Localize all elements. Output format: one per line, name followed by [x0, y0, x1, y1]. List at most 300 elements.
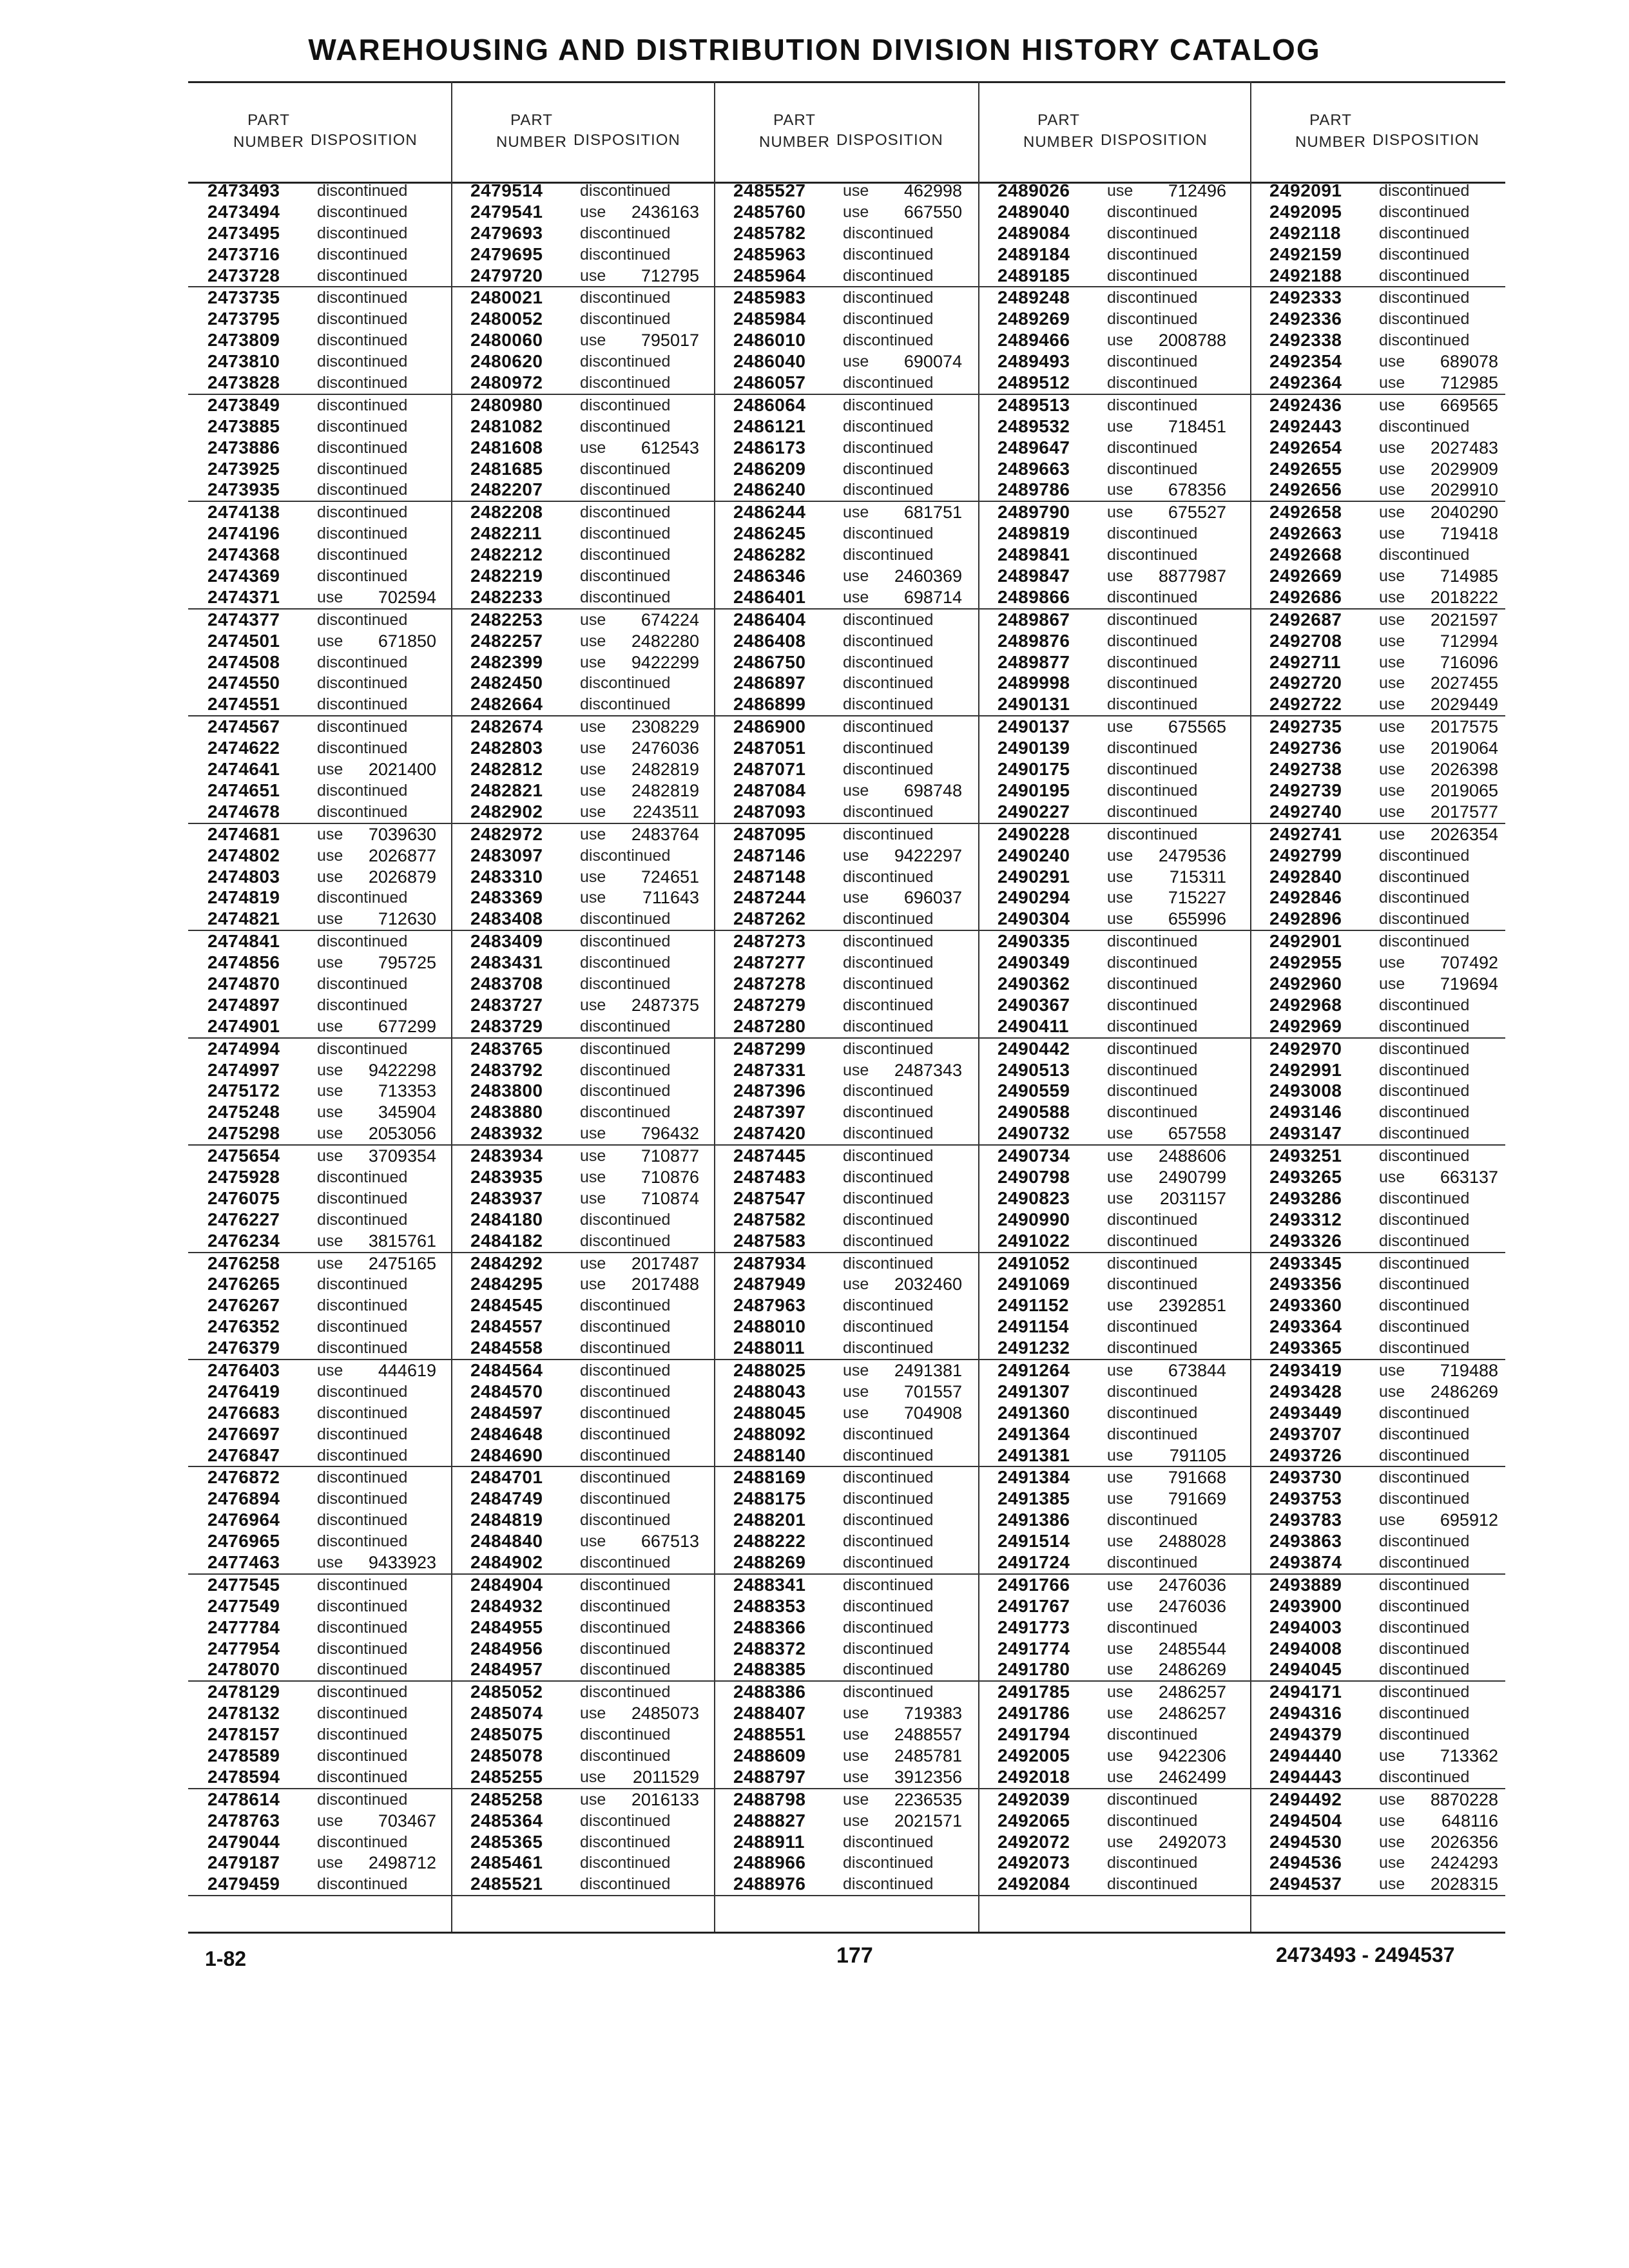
disposition: discontinued [580, 1490, 671, 1508]
table-row [1250, 330, 1505, 351]
disposition: discontinued [843, 954, 934, 972]
table-row [978, 995, 1250, 1016]
disposition: discontinued [580, 954, 671, 972]
part-number: 2474371 [207, 586, 280, 607]
table-row [1250, 908, 1505, 931]
disposition: use 2485073 [580, 1704, 699, 1724]
table-row [451, 908, 714, 931]
part-number: 2487483 [733, 1166, 806, 1187]
disposition: discontinued [843, 1124, 934, 1143]
table-row [1250, 1039, 1505, 1060]
disposition: discontinued [1107, 1254, 1198, 1273]
table-row [714, 1703, 978, 1724]
disposition: discontinued [580, 910, 671, 928]
table-row [188, 587, 451, 610]
part-number: 2476683 [207, 1402, 280, 1423]
table-row [714, 1360, 978, 1381]
table-row [188, 1682, 451, 1703]
part-number: 2491385 [998, 1488, 1070, 1509]
table-row [714, 824, 978, 845]
disposition: discontinued [1107, 1553, 1198, 1571]
part-number: 2479459 [207, 1874, 280, 1894]
part-number: 2488353 [733, 1595, 806, 1616]
part-number: 2485258 [470, 1789, 543, 1809]
part-number: 2485075 [470, 1724, 543, 1745]
part-number: 2486245 [733, 523, 806, 544]
part-number-header: PART NUMBER [1295, 111, 1367, 151]
part-number: 2488366 [733, 1617, 806, 1637]
table-row [714, 1167, 978, 1188]
part-number: 2487071 [733, 759, 806, 780]
table-row [1250, 1617, 1505, 1639]
part-number: 2488025 [733, 1360, 806, 1380]
table-row [714, 1874, 978, 1896]
table-row [714, 1209, 978, 1231]
table-row [451, 566, 714, 587]
part-number: 2490588 [998, 1102, 1070, 1122]
disposition: use 716096 [1379, 652, 1498, 672]
disposition: discontinued [317, 1725, 408, 1744]
table-row [188, 1811, 451, 1832]
table-row [714, 802, 978, 824]
disposition: use 2498712 [317, 1853, 436, 1873]
part-number: 2484557 [470, 1316, 543, 1337]
disposition: use 673844 [1107, 1360, 1226, 1380]
disposition: discontinued [1379, 1210, 1470, 1229]
table-row [714, 1274, 978, 1295]
disposition: discontinued [317, 1296, 408, 1315]
disposition: discontinued [1107, 760, 1198, 779]
part-number: 2482253 [470, 609, 543, 629]
part-number: 2491360 [998, 1402, 1070, 1423]
table-row [978, 1253, 1250, 1274]
part-number: 2492005 [998, 1745, 1070, 1766]
table-row [714, 287, 978, 309]
part-number: 2489847 [998, 566, 1070, 586]
part-number: 2484648 [470, 1423, 543, 1444]
disposition: discontinued [580, 245, 671, 264]
part-number: 2494504 [1269, 1810, 1342, 1831]
disposition: use 2476036 [580, 738, 699, 758]
part-number: 2488966 [733, 1852, 806, 1873]
disposition: discontinued [580, 1210, 671, 1229]
disposition: discontinued [317, 1446, 408, 1465]
table-row [714, 610, 978, 631]
part-number: 2483431 [470, 952, 543, 973]
table-row [451, 1724, 714, 1745]
table-row [978, 416, 1250, 437]
part-number: 2481608 [470, 437, 543, 457]
part-number: 2483765 [470, 1038, 543, 1059]
part-number: 2490137 [998, 716, 1070, 737]
part-number: 2493449 [1269, 1402, 1342, 1423]
disposition: discontinued [580, 1511, 671, 1530]
disposition: discontinued [1379, 1403, 1470, 1422]
disposition: discontinued [580, 417, 671, 436]
part-number: 2492740 [1269, 801, 1342, 822]
disposition: discontinued [843, 481, 934, 499]
table-row [978, 1360, 1250, 1381]
disposition: discontinued [1107, 781, 1198, 800]
disposition: discontinued [843, 760, 934, 779]
part-number: 2486408 [733, 630, 806, 651]
disposition: use 9422299 [580, 652, 699, 672]
disposition: discontinued [1379, 1189, 1470, 1207]
disposition: discontinued [843, 1683, 934, 1702]
table-row [188, 1381, 451, 1403]
table-row [978, 287, 1250, 309]
disposition: discontinued [843, 1553, 934, 1571]
table-row [1250, 1231, 1505, 1253]
disposition: discontinued [317, 1511, 408, 1530]
part-number: 2484597 [470, 1402, 543, 1423]
disposition: discontinued [1107, 631, 1198, 650]
part-number: 2473716 [207, 244, 280, 264]
table-row [1250, 1510, 1505, 1531]
part-number: 2487146 [733, 845, 806, 865]
part-number: 2488140 [733, 1445, 806, 1465]
part-number: 2492354 [1269, 351, 1342, 372]
table-row [978, 610, 1250, 631]
part-number: 2492970 [1269, 1038, 1342, 1059]
part-number: 2489877 [998, 651, 1070, 672]
disposition: discontinued [317, 802, 408, 821]
disposition: discontinued [1379, 1296, 1470, 1315]
disposition: use 681751 [843, 503, 962, 523]
part-number-header: PART NUMBER [1023, 111, 1095, 151]
disposition: discontinued [1107, 1318, 1198, 1336]
part-number: 2488092 [733, 1423, 806, 1444]
disposition: use 675527 [1107, 503, 1226, 523]
part-number: 2482674 [470, 716, 543, 737]
disposition: discontinued [317, 417, 408, 436]
part-number: 2492658 [1269, 502, 1342, 523]
table-row [714, 1253, 978, 1274]
table-row [188, 1102, 451, 1123]
table-row [188, 952, 451, 974]
disposition: discontinued [317, 1339, 408, 1358]
table-row [451, 330, 714, 351]
part-number: 2492065 [998, 1810, 1070, 1831]
table-row [1250, 1274, 1505, 1295]
table-row [451, 652, 714, 673]
table-row [451, 931, 714, 952]
disposition: use 9422306 [1107, 1746, 1226, 1766]
part-number: 2493419 [1269, 1360, 1342, 1380]
disposition: use 712985 [1379, 373, 1498, 393]
part-number: 2485461 [470, 1852, 543, 1873]
disposition: use 8877987 [1107, 566, 1226, 586]
disposition: discontinued [1379, 1597, 1470, 1615]
table-row [188, 566, 451, 587]
disposition: use 795725 [317, 953, 436, 973]
disposition: use 3815761 [317, 1231, 436, 1251]
disposition: use 702594 [317, 587, 436, 607]
disposition: use 712496 [1107, 181, 1226, 200]
table-row [978, 759, 1250, 780]
part-number: 2477463 [207, 1552, 280, 1572]
table-row [714, 523, 978, 544]
part-number: 2488175 [733, 1488, 806, 1509]
disposition: use 2486269 [1379, 1381, 1498, 1401]
part-number: 2491069 [998, 1274, 1070, 1294]
disposition: discontinued [1107, 310, 1198, 329]
disposition: discontinued [580, 932, 671, 951]
part-number: 2492084 [998, 1874, 1070, 1894]
part-number: 2478763 [207, 1810, 280, 1831]
table-row [188, 1510, 451, 1531]
table-row [451, 1338, 714, 1360]
part-number: 2474678 [207, 801, 280, 822]
disposition-header: DISPOSITION [836, 131, 943, 149]
table-row [978, 1445, 1250, 1468]
table-row [714, 1016, 978, 1039]
table-row [714, 1081, 978, 1102]
disposition: discontinued [843, 1511, 934, 1530]
part-number: 2493360 [1269, 1295, 1342, 1316]
part-number: 2485964 [733, 265, 806, 285]
part-number: 2484701 [470, 1467, 543, 1488]
disposition: discontinued [317, 310, 408, 329]
part-number: 2491386 [998, 1510, 1070, 1530]
table-row [188, 330, 451, 351]
disposition: use 2031157 [1107, 1188, 1226, 1208]
table-row [451, 1445, 714, 1468]
table-row [714, 502, 978, 523]
part-number: 2478129 [207, 1682, 280, 1702]
table-row [451, 845, 714, 867]
table-row [1250, 523, 1505, 544]
disposition: discontinued [317, 1318, 408, 1336]
table-row [714, 931, 978, 952]
disposition: discontinued [1107, 825, 1198, 843]
disposition: discontinued [843, 802, 934, 821]
table-row [451, 244, 714, 265]
disposition: use 2490799 [1107, 1167, 1226, 1187]
part-number: 2473735 [207, 287, 280, 308]
part-number-header: PART NUMBER [496, 111, 568, 151]
table-row [451, 1531, 714, 1552]
table-row [188, 1596, 451, 1617]
disposition: use 2017488 [580, 1274, 699, 1294]
table-row [451, 995, 714, 1016]
table-row [451, 1039, 714, 1060]
table-row [978, 974, 1250, 995]
part-number: 2493008 [1269, 1081, 1342, 1101]
disposition: discontinued [1107, 374, 1198, 392]
disposition: use 2487343 [843, 1060, 962, 1080]
disposition: discontinued [317, 995, 408, 1014]
table-row [714, 845, 978, 867]
part-number: 2483727 [470, 994, 543, 1015]
disposition: use 9433923 [317, 1553, 436, 1572]
disposition: discontinued [1107, 438, 1198, 457]
part-number: 2493889 [1269, 1574, 1342, 1595]
part-number: 2493726 [1269, 1445, 1342, 1465]
part-number: 2492739 [1269, 780, 1342, 800]
table-row [978, 202, 1250, 223]
table-row [714, 1789, 978, 1811]
disposition: use 796432 [580, 1124, 699, 1144]
part-number: 2490227 [998, 801, 1070, 822]
table-row [1250, 244, 1505, 265]
table-row [978, 1295, 1250, 1316]
part-number: 2492338 [1269, 330, 1342, 351]
disposition: use 669565 [1379, 395, 1498, 415]
table-row [714, 780, 978, 802]
table-row [978, 1188, 1250, 1209]
table-row [1250, 716, 1505, 738]
disposition: use 2487375 [580, 995, 699, 1015]
disposition: use 2486257 [1107, 1704, 1226, 1724]
catalog-title: WAREHOUSING AND DISTRIBUTION DIVISION HISTORY CATALOG [308, 33, 1321, 66]
disposition: discontinued [1379, 289, 1470, 307]
table-row [1250, 1745, 1505, 1767]
disposition: discontinued [580, 1597, 671, 1615]
part-number: 2473886 [207, 437, 280, 457]
disposition: use 713353 [317, 1081, 436, 1101]
part-number: 2492735 [1269, 716, 1342, 737]
table-row [978, 1167, 1250, 1188]
table-row [451, 1102, 714, 1123]
disposition: discontinued [1379, 245, 1470, 264]
disposition: discontinued [317, 889, 408, 907]
disposition: use 2028315 [1379, 1874, 1498, 1894]
part-number: 2493146 [1269, 1102, 1342, 1122]
disposition: discontinued [1107, 1618, 1198, 1637]
table-row [978, 351, 1250, 372]
disposition: discontinued [843, 1832, 934, 1851]
table-row [451, 716, 714, 738]
part-number: 2493312 [1269, 1209, 1342, 1229]
part-number: 2488169 [733, 1467, 806, 1488]
part-number: 2476697 [207, 1423, 280, 1444]
disposition: discontinued [580, 459, 671, 478]
part-number: 2473493 [207, 180, 280, 200]
table-row [451, 1167, 714, 1188]
disposition: discontinued [1107, 1039, 1198, 1058]
disposition: discontinued [580, 352, 671, 371]
disposition: use 701557 [843, 1381, 962, 1401]
disposition: discontinued [317, 1790, 408, 1809]
part-number: 2494171 [1269, 1682, 1342, 1702]
table-row [188, 309, 451, 330]
table-row [188, 180, 451, 202]
disposition: discontinued [317, 932, 408, 951]
disposition: discontinued [317, 352, 408, 371]
table-row [978, 395, 1250, 416]
disposition: use 791669 [1107, 1489, 1226, 1509]
disposition: discontinued [1379, 331, 1470, 350]
disposition: discontinued [1379, 1639, 1470, 1658]
disposition: use 674224 [580, 610, 699, 629]
disposition: discontinued [1379, 1618, 1470, 1637]
table-row [188, 244, 451, 265]
table-row [188, 845, 451, 867]
part-number: 2484749 [470, 1488, 543, 1509]
disposition: use 713362 [1379, 1746, 1498, 1766]
disposition: discontinued [317, 653, 408, 671]
part-number: 2483729 [470, 1015, 543, 1036]
table-row [1250, 1123, 1505, 1146]
disposition: discontinued [317, 1832, 408, 1851]
part-number: 2484558 [470, 1338, 543, 1358]
table-row [451, 1016, 714, 1039]
table-row [451, 631, 714, 652]
part-number: 2490240 [998, 845, 1070, 865]
table-row [451, 202, 714, 223]
disposition: use 2018222 [1379, 587, 1498, 607]
disposition: discontinued [843, 438, 934, 457]
part-number: 2490335 [998, 931, 1070, 952]
disposition: discontinued [843, 1425, 934, 1443]
part-number: 2493356 [1269, 1274, 1342, 1294]
disposition: discontinued [580, 182, 671, 200]
disposition: discontinued [1107, 739, 1198, 758]
disposition: discontinued [1107, 1103, 1198, 1122]
disposition: discontinued [580, 1318, 671, 1336]
disposition: discontinued [843, 1254, 934, 1273]
disposition: use 2488557 [843, 1725, 962, 1745]
disposition: discontinued [317, 1168, 408, 1186]
part-number: 2488798 [733, 1789, 806, 1809]
footer-date: 1-82 [205, 1947, 247, 1970]
part-number-header: PART NUMBER [759, 111, 831, 151]
table-row [714, 759, 978, 780]
part-number: 2475298 [207, 1123, 280, 1144]
disposition: discontinued [317, 695, 408, 714]
table-row [451, 1703, 714, 1724]
part-number: 2491052 [998, 1253, 1070, 1273]
disposition: discontinued [843, 610, 934, 629]
table-row [714, 244, 978, 265]
disposition: discontinued [1379, 417, 1470, 436]
table-row [978, 1789, 1250, 1811]
table-row [451, 1488, 714, 1510]
table-row [1250, 1381, 1505, 1403]
disposition: discontinued [1379, 846, 1470, 865]
disposition: discontinued [843, 1189, 934, 1207]
disposition: use 2026877 [317, 845, 436, 865]
disposition: discontinued [1379, 1725, 1470, 1744]
page-number: 177 [836, 1943, 873, 1968]
disposition: use 2053056 [317, 1124, 436, 1144]
table-row [978, 1488, 1250, 1510]
part-number: 2487445 [733, 1146, 806, 1166]
table-row [978, 1832, 1250, 1853]
part-number: 2483934 [470, 1146, 543, 1166]
table-row [1250, 738, 1505, 759]
part-number: 2487963 [733, 1295, 806, 1316]
part-number: 2492799 [1269, 845, 1342, 865]
disposition: discontinued [317, 374, 408, 392]
table-row [1250, 459, 1505, 480]
part-number: 2487244 [733, 887, 806, 908]
part-number: 2492656 [1269, 479, 1342, 500]
table-row [188, 372, 451, 395]
disposition: discontinued [1107, 1875, 1198, 1894]
part-number: 2490513 [998, 1059, 1070, 1080]
table-row [1250, 652, 1505, 673]
table-row [188, 479, 451, 502]
disposition: discontinued [843, 932, 934, 951]
table-row [188, 1039, 451, 1060]
table-row [1250, 1552, 1505, 1575]
part-number: 2482399 [470, 651, 543, 672]
part-number: 2492896 [1269, 908, 1342, 929]
table-row [1250, 1767, 1505, 1789]
part-number: 2475654 [207, 1146, 280, 1166]
